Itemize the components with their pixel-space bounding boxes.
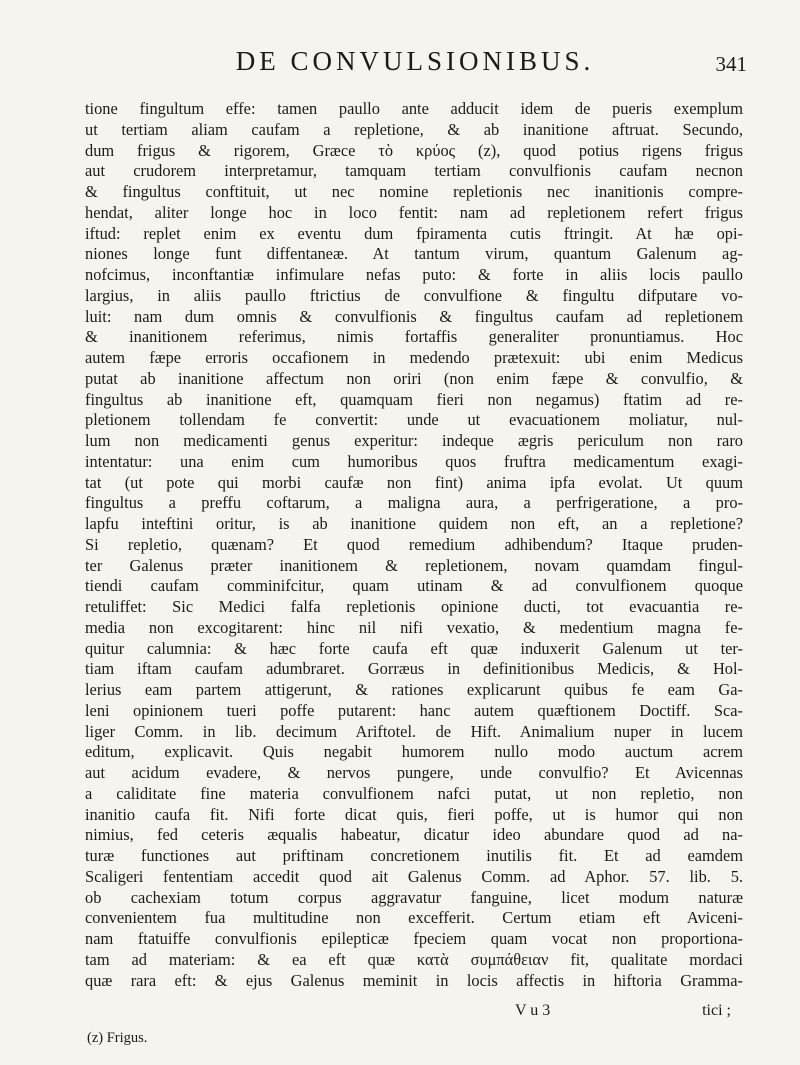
text-line: tiendi caufam comminifcitur, quam utinam & ad convulfionem quoque [85, 576, 743, 596]
text-line: tione fingultum effe: tamen paullo ante adducit idem de pueris exemplum [85, 99, 743, 118]
signature-row [85, 1002, 743, 1026]
text-line: liger Comm. in lib. decimum Ariftotel. de Hift. Animalium nuper in lucem [85, 721, 743, 741]
text-line: niones longe funt diffentaneæ. At tantum virum, quantum Galenum ag- [85, 244, 743, 264]
text-line: Scaligeri fententiam accedit quod ait Galenus Comm. ad Aphor. 57. lib. 5. [85, 866, 743, 886]
text-line: Si repletio, quænam? Et quod remedium adhibendum? Itaque pruden- [85, 534, 743, 554]
text-line: leni opinionem tueri poffe putarent: hanc autem quæftionem Doctiff. Sca- [85, 700, 743, 720]
text-line: tiam iftam caufam adumbraret. Gorræus in definitionibus Medicis, & Hol- [85, 659, 743, 679]
text-line: ut tertiam aliam caufam a repletione, & ab inanitione aftruat. Secundo, [85, 119, 743, 139]
text-line: nam ftatuiffe convulfionis epilepticæ fpeciem quam vocat non proportiona- [85, 929, 743, 948]
text-line: putat ab inanitione affectum non oriri (non enim fæpe & convulfio, & [85, 368, 743, 388]
text-line: iftud: replet enim ex eventu dum fpiramenta cutis ftringit. At hæ opi- [85, 223, 743, 243]
signature-mark: V u 3 [515, 1002, 551, 1019]
text-line: intentatur: una enim cum humoribus quos fruftra medicamentum exagi- [85, 451, 743, 471]
running-title: DE CONVULSIONIBUS. [235, 46, 595, 76]
text-line: a caliditate fine materia convulfionem nafci putat, ut non repletio, non [85, 783, 743, 803]
text-line: tat (ut pote qui morbi caufæ non fint) anima ipfa evolat. Ut quum [85, 472, 743, 492]
text-line: autem fæpe erroris occafionem in medendo prætexuit: ubi enim Medicus [85, 348, 743, 367]
text-line: pletionem tollendam fe convertit: unde ut evacuationem moliatur, nul- [85, 410, 743, 430]
text-line: tam ad materiam: & ea eft quæ κατὰ συμπάθειαν fit, qualitate mordaci [85, 949, 743, 969]
text-line: nimius, fed ceteris æqualis habeatur, dicatur ideo abundare quod ad na- [85, 825, 743, 845]
text-line: quitur calumnia: & hæc forte caufa eft quæ induxerit Galenum ut ter- [85, 638, 743, 658]
text-line: ob cachexiam totum corpus aggravatur fanguine, licet modum naturæ [85, 887, 743, 907]
text-line: fingultus a preffu coftarum, a maligna aura, a perfrigeratione, a pro- [85, 493, 743, 513]
text-line: inanitio caufa fit. Nifi forte dicat quis, fieri poffe, ut is humor qui non [85, 804, 743, 824]
text-line: luit: nam dum omnis & convulfionis & fingultus caufam ad repletionem [85, 306, 743, 326]
text-line: fingultus ab inanitione eft, quamquam fieri non negamus) ftatim ad re- [85, 389, 743, 409]
text-line: turæ functiones aut priftinam concretionem inutilis fit. Et ad eamdem [85, 846, 743, 865]
text-line: nofcimus, inconftantiæ infimulare nefas puto: & forte in aliis locis paullo [85, 265, 743, 284]
text-line: aut crudorem interpretamur, tamquam tertiam convulfionis caufam necnon [85, 161, 743, 181]
text-line: largius, in aliis paullo ftrictius de convulfione & fingultu difputare vo- [85, 285, 743, 305]
page-number: 341 [715, 52, 747, 76]
text-line: & inanitionem referimus, nimis fortaffis generaliter pronuntiamus. Hoc [85, 327, 743, 347]
text-line: aut acidum evadere, & nervos pungere, unde convulfio? Et Avicennas [85, 763, 743, 782]
text-line: lerius eam partem attigerunt, & rationes explicarunt quibus fe eam Ga- [85, 680, 743, 699]
text-line: & fingultus conftituit, ut nec nomine repletionis nec inanitionis compre- [85, 182, 743, 201]
footnote: (z) Frigus. [87, 1030, 148, 1046]
text-line: hendat, aliter longe hoc in loco fentit: nam ad repletionem refert frigus [85, 202, 743, 222]
text-line: retuliffet: Sic Medici falfa repletionis opinione ducti, tot evacuantia re- [85, 597, 743, 616]
text-line: quæ rara eft: & ejus Galenus meminit in locis affectis in hiftoria Gramma- [85, 970, 743, 990]
catchword: tici ; [702, 1002, 731, 1019]
text-line: lapfu inteftini oritur, is ab inanitione quidem non eft, an a repletione? [85, 514, 743, 533]
page-header [75, 44, 755, 94]
text-line: dum frigus & rigorem, Græce τὸ κρύος (z), quod potius rigens frigus [85, 140, 743, 160]
text-line: convenientem fua multitudine non excefferit. Certum etiam eft Aviceni- [85, 908, 743, 928]
text-line: ter Galenus præter inanitionem & repletionem, novam quamdam fingul- [85, 555, 743, 575]
text-line: editum, explicavit. Quis negabit humorem nullo modo auctum acrem [85, 742, 743, 762]
text-line: media non excogitarent: hinc nil nifi vexatio, & medentium magna fe- [85, 617, 743, 637]
body-text [85, 99, 743, 991]
text-line: lum non medicamenti genus experitur: indeque ægris periculum non raro [85, 431, 743, 450]
